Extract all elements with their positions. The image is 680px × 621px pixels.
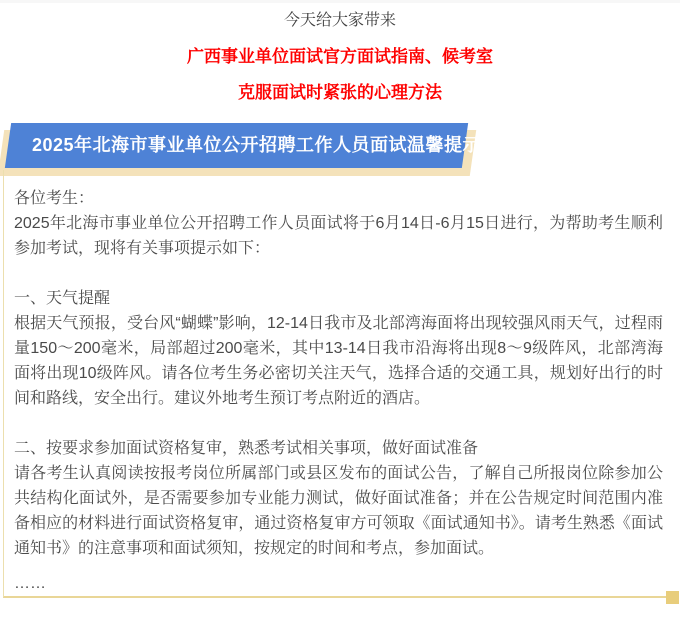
page-title: 2025年北海市事业单位公开招聘工作人员面试温馨提示 [32,135,482,155]
corner-square-decoration [666,591,679,604]
section-2-body: 请各考生认真阅读按报考岗位所属部门或县区发布的面试公告，了解自己所报岗位除参加公共结构化面试外，是否需要参加专业能力测试，做好面试准备；并在公告规定时间范围内准备相应的材料进行面试资格复审，通过资格复审方可领取《面试通知书》。请考生熟悉《面试通知书》的注意事项和面试须知，按规定的时间和考点，参加面试。 [14,465,663,557]
intro-highlight-line-2: 克服面试时紧张的心理方法 [238,83,442,102]
ellipsis-line: …… [14,575,46,592]
opening-paragraph: 2025年北海市事业单位公开招聘工作人员面试将于6月14日-6月15日进行，为帮助考生顺利参加考试，现将有关事项提示如下： [14,215,663,257]
intro-highlight-line-1: 广西事业单位面试官方面试指南、候考室 [187,47,493,66]
intro-line: 今天给大家带来 [283,12,396,29]
section-2-heading: 二、按要求参加面试资格复审，熟悉考试相关事项，做好面试准备 [14,440,479,457]
intro-block [0,0,680,103]
salutation: 各位考生： [14,190,95,207]
banner-ribbon [5,123,482,168]
section-1-heading: 一、天气提醒 [14,290,111,307]
notice-body-box [3,170,675,598]
section-1-body: 根据天气预报，受台风“蝴蝶”影响，12-14日我市及北部湾海面将出现较强风雨天气，过程雨量150～200毫米，局部超过200毫米，其中13-14日我市沿海将出现8～9级阵风，北部湾海面将出现10级阵风。请各位考生务必密切关注天气，选择合适的交通工具，规划好出行的时间和路线，安全出行。建议外地考生预订考点附近的酒店。 [14,315,663,407]
